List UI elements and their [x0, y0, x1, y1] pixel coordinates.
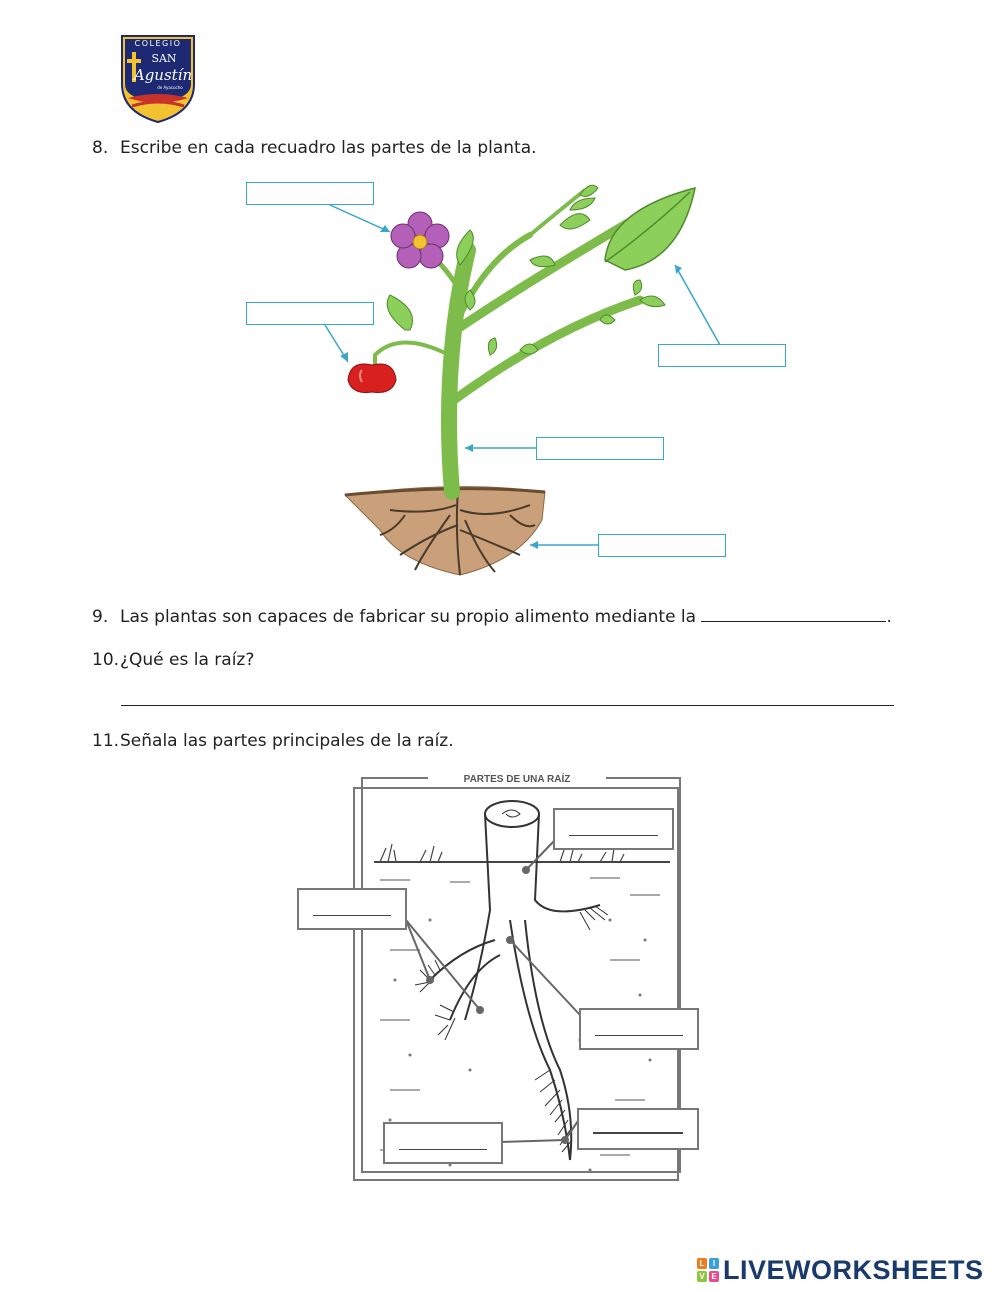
root-diagram-title: PARTES DE UNA RAÍZ: [463, 774, 571, 785]
question-9-number: 9.: [92, 607, 109, 627]
flower-box[interactable]: [246, 182, 374, 205]
tile-e: E: [709, 1271, 719, 1282]
root-box-bottom-right-line: [593, 1132, 683, 1134]
question-8-text: Escribe en cada recuadro las partes de la planta.: [120, 138, 537, 158]
plant-illustration: [230, 170, 800, 590]
school-logo: [118, 34, 198, 124]
root-box-middle-right[interactable]: [579, 1008, 699, 1050]
question-9: [92, 607, 892, 627]
question-11-number: 11.: [92, 731, 120, 751]
root-box-bottom-right[interactable]: [577, 1108, 699, 1150]
root-box-left-line: [313, 915, 391, 916]
logo-label-mid: SAN: [151, 52, 177, 65]
fruit-box[interactable]: [246, 302, 374, 325]
question-11: [92, 731, 454, 751]
liveworksheets-tiles-icon: [697, 1258, 719, 1282]
question-11-text: Señala las partes principales de la raíz.: [120, 731, 454, 751]
root-box-top-right[interactable]: [553, 808, 674, 850]
question-10-number: 10.: [92, 650, 120, 670]
liveworksheets-brand: LIVEWORKSHEETS: [723, 1254, 984, 1285]
logo-label-name: Agustín: [133, 66, 193, 84]
root-box-bottom-left-line: [399, 1149, 487, 1150]
photosynthesis-answer-line[interactable]: [701, 607, 886, 622]
question-8: [92, 138, 537, 158]
question-10: [92, 650, 254, 670]
logo-label-small: de Ayacucho: [157, 85, 183, 90]
root-definition-answer-line[interactable]: [121, 705, 894, 706]
root-box-top-right-line: [569, 835, 658, 836]
tile-i: I: [709, 1258, 719, 1269]
root-box[interactable]: [598, 534, 726, 557]
leaf-box[interactable]: [658, 344, 786, 367]
tile-v: V: [697, 1271, 707, 1282]
question-9-text: Las plantas son capaces de fabricar su propio alimento mediante la: [120, 607, 697, 627]
logo-label-top: COLEGIO: [134, 39, 182, 48]
root-box-middle-right-line: [595, 1035, 683, 1036]
root-box-left[interactable]: [297, 888, 407, 930]
root-box-bottom-left[interactable]: [383, 1122, 503, 1164]
tile-l: L: [697, 1258, 707, 1269]
liveworksheets-logo[interactable]: [697, 1252, 984, 1288]
stem-box[interactable]: [536, 437, 664, 460]
question-8-number: 8.: [92, 138, 109, 158]
question-10-text: ¿Qué es la raíz?: [120, 650, 255, 670]
question-9-end: .: [886, 607, 892, 627]
